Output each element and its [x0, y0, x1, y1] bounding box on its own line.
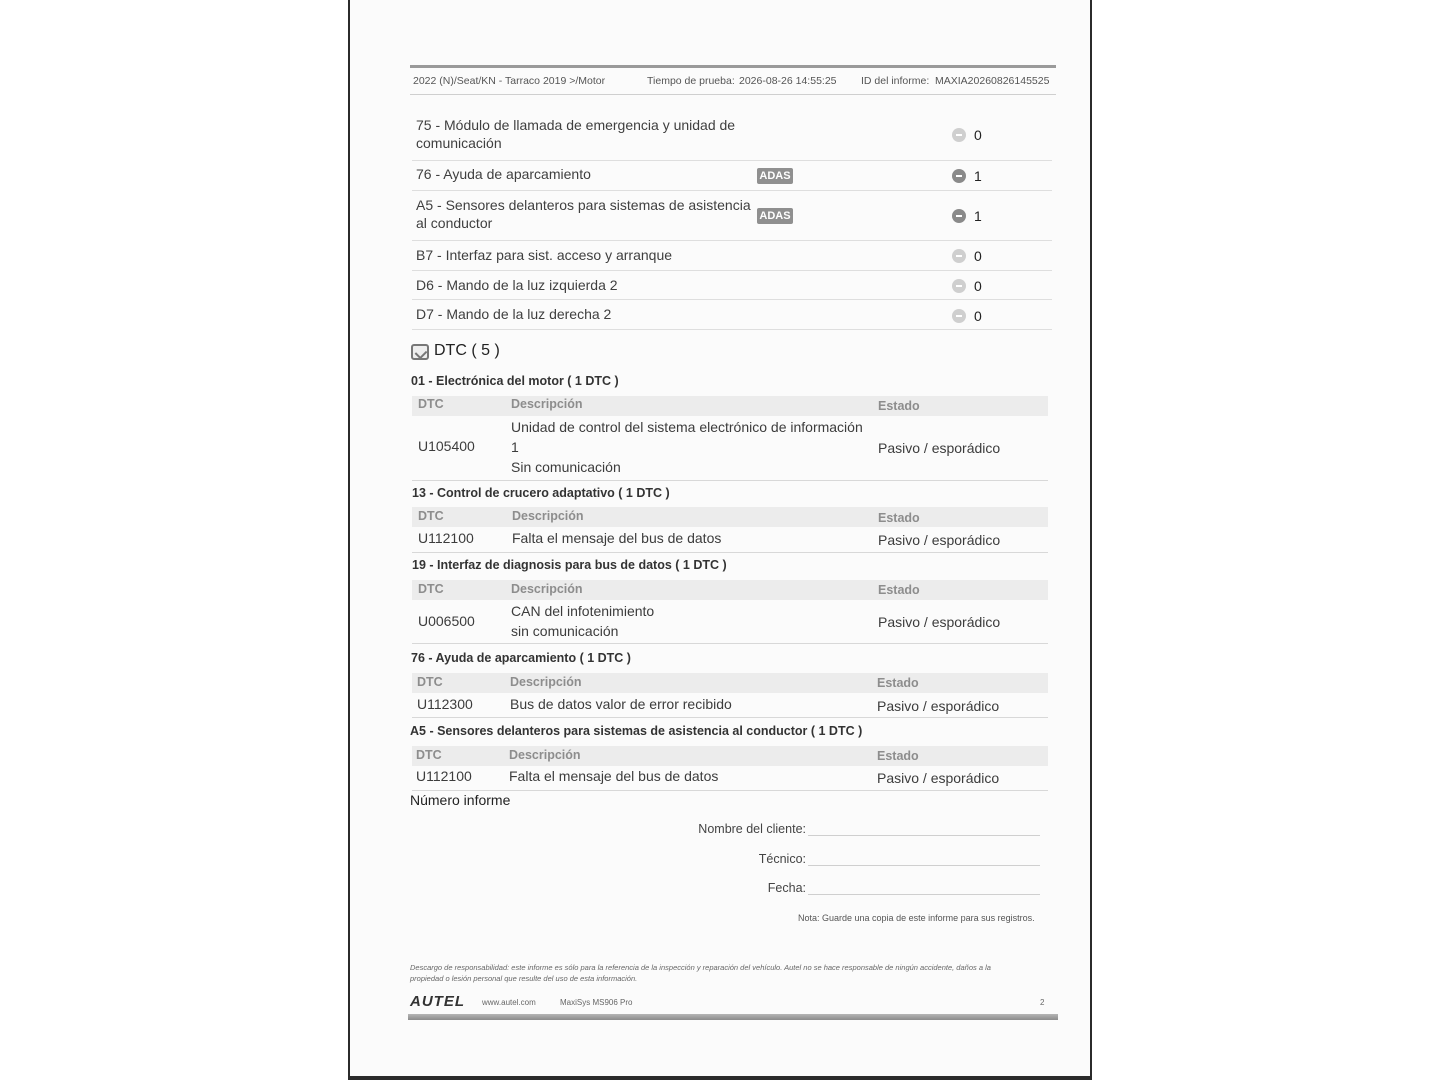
module-name: 75 - Módulo de llamada de emergencia y unidad de comunicación — [416, 117, 736, 151]
dtc-group-title: 13 - Control de crucero adaptativo ( 1 DTC ) — [412, 486, 670, 500]
report-page — [348, 0, 1092, 1080]
module-row — [412, 241, 1052, 271]
col-dtc: DTC — [417, 675, 443, 689]
table-header — [412, 580, 1048, 600]
module-count: 0 — [974, 248, 982, 264]
row-divider — [412, 790, 1048, 791]
col-dtc: DTC — [416, 748, 442, 762]
disclaimer: Descargo de responsabilidad: este informe es sólo para la referencia de la inspección y reparación del vehículo. Autel no se hace responsable de ningún accidente, daños a la propiedad o lesión personal que resulte del uso de esta información. — [410, 963, 991, 983]
module-count: 0 — [974, 278, 982, 294]
dtc-group-title: A5 - Sensores delanteros para sistemas de asistencia al conductor ( 1 DTC ) — [410, 724, 863, 738]
col-status: Estado — [878, 583, 920, 597]
dtc-code: U006500 — [418, 613, 475, 629]
header-divider — [410, 94, 1056, 95]
status-ok-icon — [952, 309, 966, 323]
module-name: B7 - Interfaz para sist. acceso y arranque — [416, 247, 673, 263]
module-name: D7 - Mando de la luz derecha 2 — [416, 306, 612, 322]
col-dtc: DTC — [418, 582, 444, 596]
module-row — [412, 161, 1052, 191]
dtc-desc-line: Bus de datos valor de error recibido — [510, 696, 732, 712]
dtc-desc-line: 1 — [511, 439, 519, 455]
website: www.autel.com — [482, 998, 536, 1007]
col-desc: Descripción — [512, 509, 584, 523]
status-fault-icon — [952, 169, 966, 183]
module-row — [412, 271, 1052, 300]
page-number: 2 — [1040, 998, 1045, 1007]
date-label: Fecha: — [767, 881, 806, 895]
adas-badge: ADAS — [757, 168, 793, 184]
dtc-status: Pasivo / esporádico — [877, 698, 1000, 714]
dtc-status: Pasivo / esporádico — [878, 614, 1001, 630]
module-count: 0 — [974, 127, 982, 143]
dtc-status: Pasivo / esporádico — [877, 770, 1000, 786]
col-status: Estado — [878, 511, 920, 525]
col-status: Estado — [878, 399, 920, 413]
row-divider — [412, 480, 1048, 481]
col-status: Estado — [877, 676, 919, 690]
module-count: 0 — [974, 308, 982, 324]
dtc-desc-line: Sin comunicación — [511, 459, 621, 475]
module-row — [412, 191, 1052, 241]
date-line — [808, 894, 1040, 895]
module-count: 1 — [974, 168, 982, 184]
row-divider — [412, 717, 1048, 718]
table-header — [412, 396, 1048, 416]
technician-line — [808, 865, 1040, 866]
col-desc: Descripción — [511, 582, 583, 596]
status-ok-icon — [952, 279, 966, 293]
client-line — [808, 835, 1040, 836]
status-fault-icon — [952, 209, 966, 223]
col-desc: Descripción — [509, 748, 581, 762]
copy-note: Nota: Guarde una copia de este informe para sus registros. — [798, 913, 1035, 923]
dtc-group-title: 01 - Electrónica del motor ( 1 DTC ) — [411, 374, 619, 388]
col-dtc: DTC — [418, 397, 444, 411]
test-time: 2026-08-26 14:55:25 — [739, 75, 837, 87]
report-id-label: ID del informe: — [861, 75, 930, 87]
dtc-status: Pasivo / esporádico — [878, 532, 1001, 548]
dtc-group-title: 19 - Interfaz de diagnosis para bus de datos ( 1 DTC ) — [412, 558, 727, 572]
table-header — [412, 507, 1048, 527]
dtc-desc-line: CAN del infotenimiento — [511, 603, 655, 619]
row-divider — [412, 552, 1048, 553]
dtc-desc-line: Unidad de control del sistema electrónico de información — [511, 419, 863, 435]
footer-bar — [408, 1014, 1058, 1020]
row-divider — [412, 643, 1048, 644]
col-desc: Descripción — [511, 397, 583, 411]
dtc-code: U105400 — [418, 438, 475, 454]
dtc-status: Pasivo / esporádico — [878, 440, 1001, 456]
dtc-code: U112100 — [418, 530, 474, 546]
dtc-desc-line: sin comunicación — [511, 623, 619, 639]
device-name: MaxiSys MS906 Pro — [560, 998, 633, 1007]
dtc-icon — [411, 344, 429, 360]
adas-badge: ADAS — [757, 208, 793, 224]
vehicle-path: 2022 (N)/Seat/KN - Tarraco 2019 >/Motor — [413, 75, 606, 87]
autel-logo: AUTEL — [410, 993, 465, 1010]
dtc-desc-line: Falta el mensaje del bus de datos — [512, 530, 722, 546]
header-bar — [410, 65, 1056, 68]
module-row — [412, 300, 1052, 330]
col-dtc: DTC — [418, 509, 444, 523]
technician-label: Técnico: — [758, 852, 806, 866]
table-header — [412, 746, 1048, 766]
report-number-heading: Número informe — [410, 792, 511, 808]
dtc-group-title: 76 - Ayuda de aparcamiento ( 1 DTC ) — [411, 651, 631, 665]
test-time-label: Tiempo de prueba: — [647, 75, 735, 87]
dtc-code: U112300 — [417, 696, 473, 712]
client-label: Nombre del cliente: — [698, 822, 806, 836]
status-ok-icon — [952, 249, 966, 263]
col-status: Estado — [877, 749, 919, 763]
col-desc: Descripción — [510, 675, 582, 689]
dtc-title: DTC ( 5 ) — [434, 342, 500, 359]
dtc-desc-line: Falta el mensaje del bus de datos — [509, 768, 719, 784]
report-id: MAXIA20260826145525 — [935, 75, 1050, 87]
module-row — [412, 110, 1052, 161]
module-name: 76 - Ayuda de aparcamiento — [416, 166, 591, 182]
dtc-code: U112100 — [416, 768, 472, 784]
status-ok-icon — [952, 128, 966, 142]
table-header — [412, 673, 1048, 693]
module-name: A5 - Sensores delanteros para sistemas de asistencia al conductor — [416, 197, 751, 231]
module-count: 1 — [974, 208, 982, 224]
module-name: D6 - Mando de la luz izquierda 2 — [416, 277, 618, 293]
